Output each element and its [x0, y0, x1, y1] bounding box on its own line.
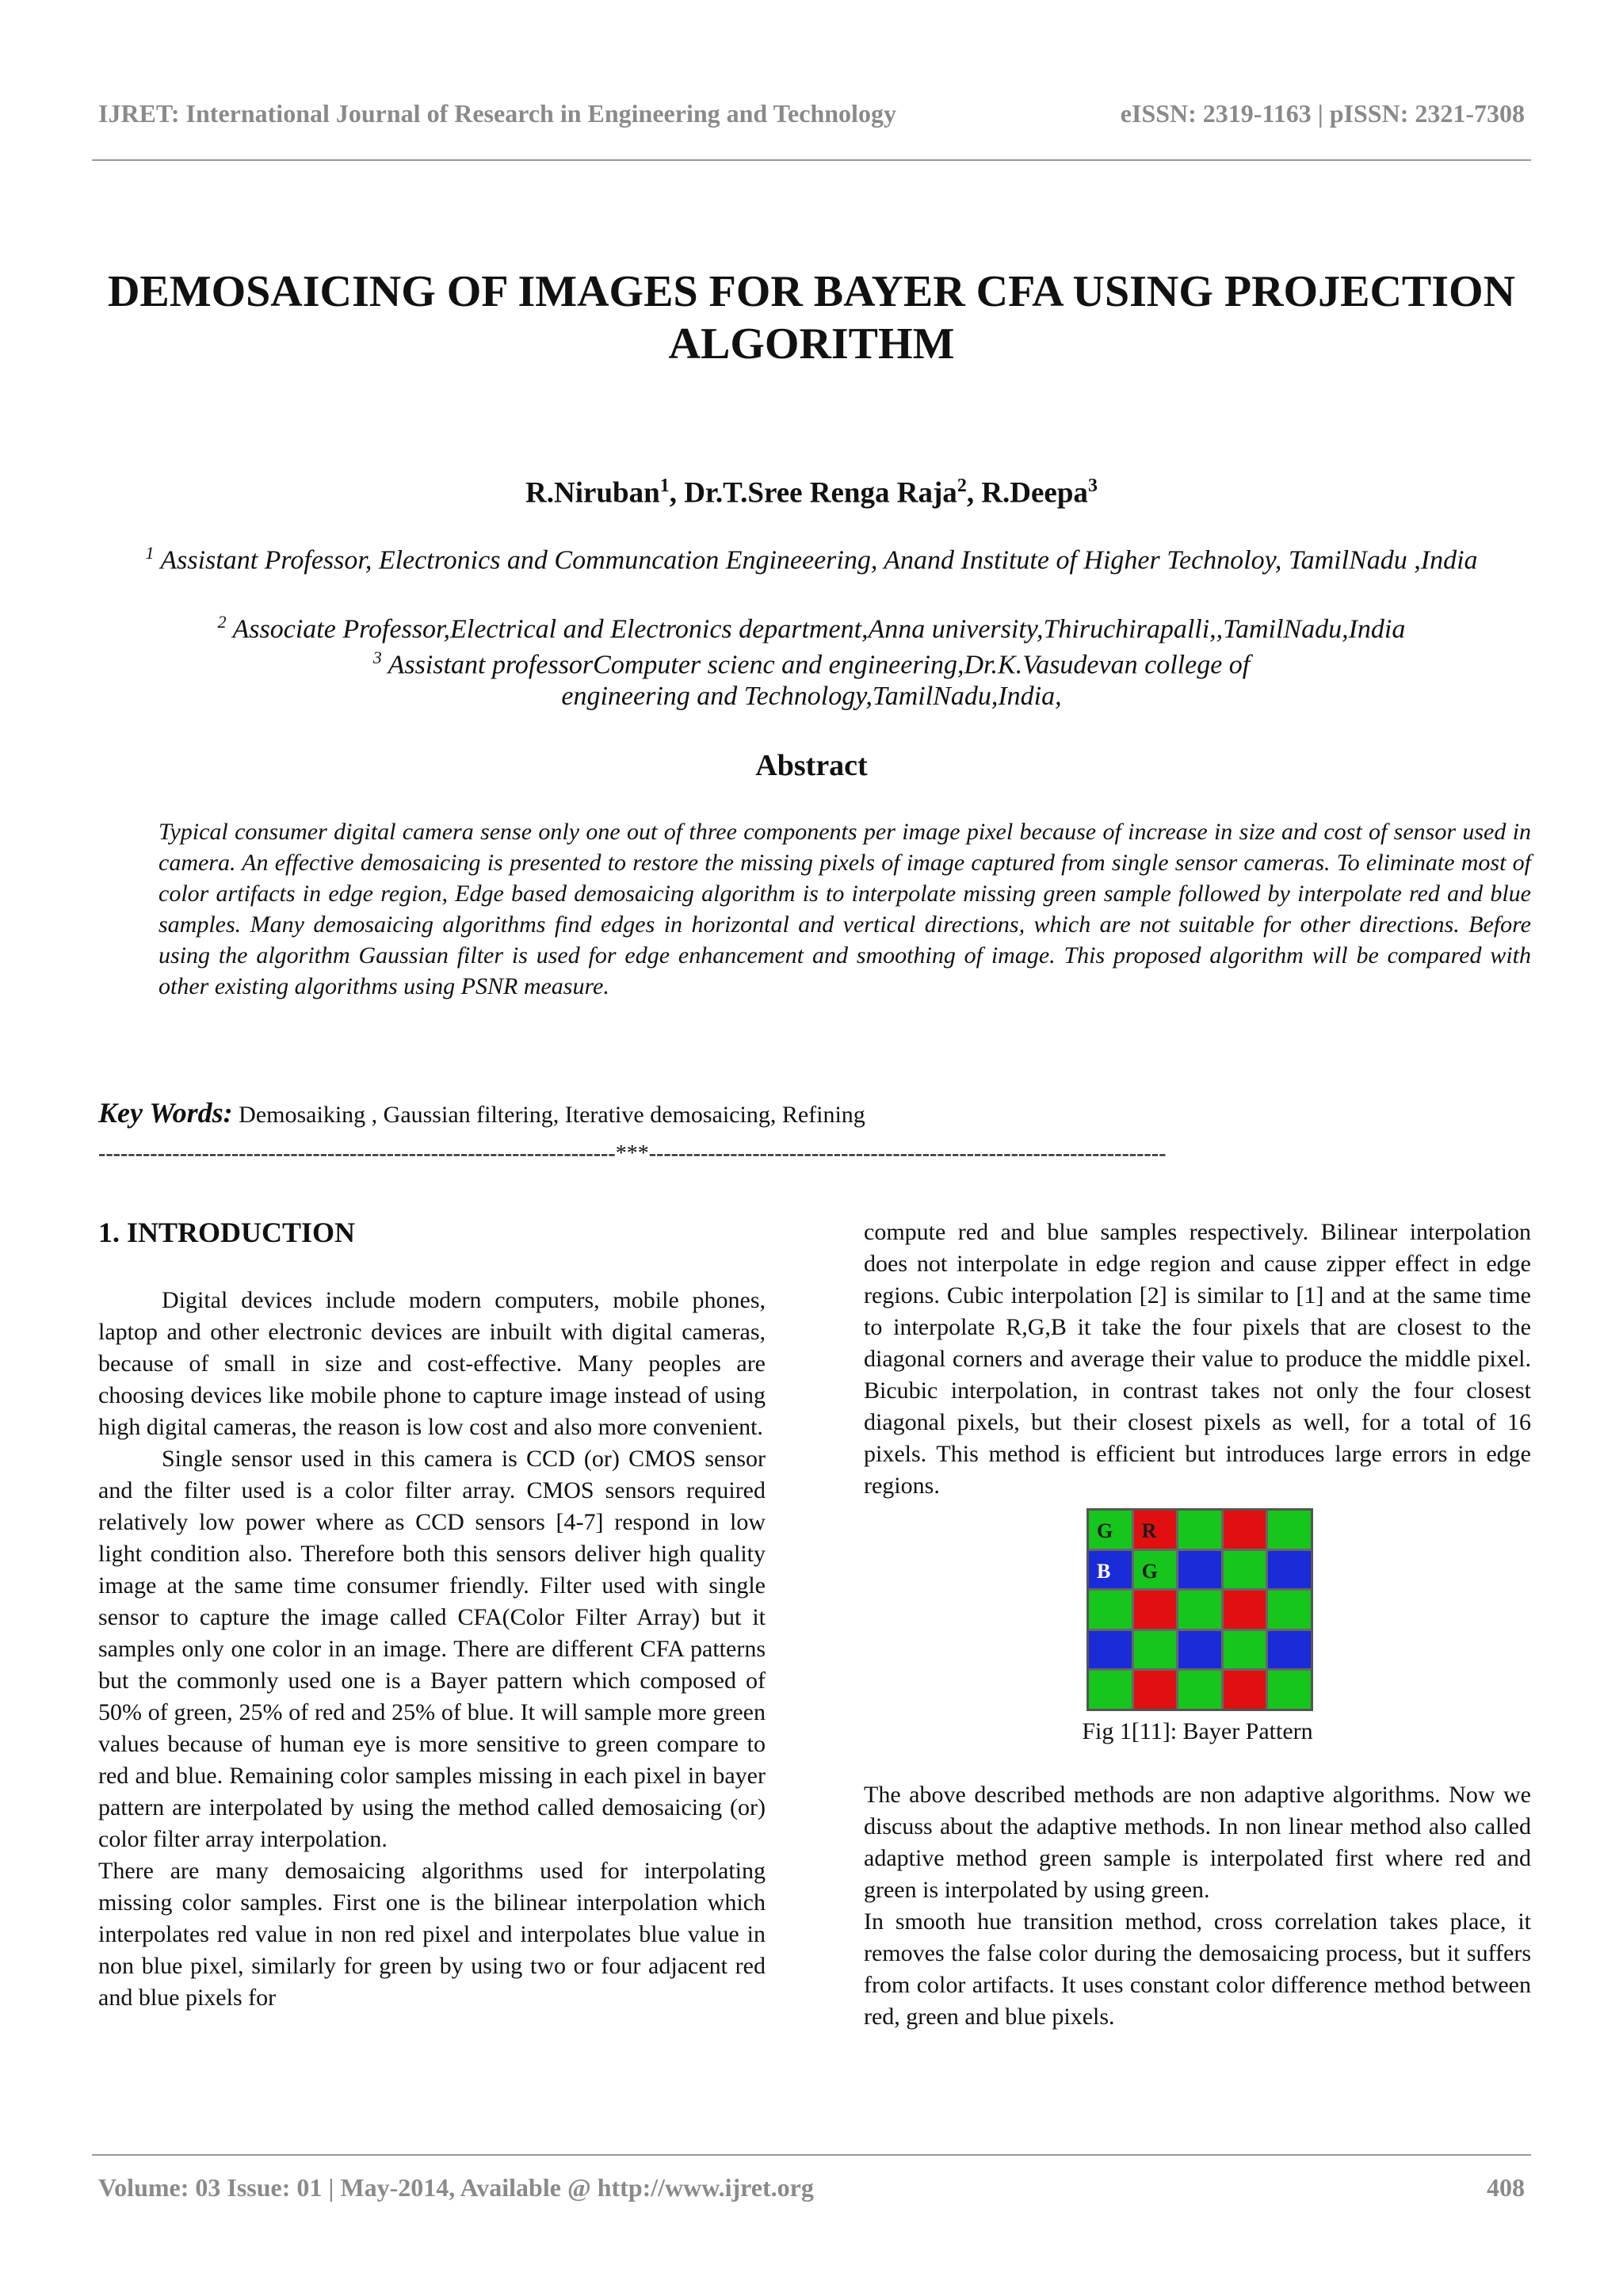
- abstract-heading: Abstract: [755, 749, 868, 782]
- keywords-label: Key Words:: [98, 1097, 233, 1129]
- bayer-cell-green: [1178, 1591, 1221, 1629]
- journal-name: IJRET: International Journal of Research in Engineering and Technology: [98, 99, 896, 128]
- paragraph: Digital devices include modern computers, mobile phones, laptop and other electronic devices are inbuilt with digital cameras, because of small in size and cost-effective. Many peoples are choosing devices like mobile phone to capture image instead of using high digital cameras, the reason is low cost and also more convenient.: [98, 1287, 766, 1440]
- bayer-cell-label: G: [1097, 1519, 1113, 1542]
- bayer-cell-red: [1134, 1591, 1177, 1629]
- bayer-pattern-figure: [1086, 1508, 1308, 1711]
- page-number: 408: [1487, 2173, 1525, 2202]
- footer-rule: [92, 2154, 1531, 2156]
- paragraph: compute red and blue samples respectively. Bilinear interpolation does not interpolate in edge region and cause zipper effect in edge regions. Cubic interpolation [2] is similar to [1] and at the same time to interpolate R,G,B it take the four pixels that are closest to the diagonal corners and average their value to produce the middle pixel. Bicubic interpolation, in contrast takes not only the four closest diagonal pixels, but their closest pixels as well, for a total of 16 pixels. This method is efficient but introduces large errors in edge regions.: [864, 1219, 1531, 1499]
- bayer-cell-label: B: [1097, 1559, 1111, 1583]
- affiliation-1: $^1$ Assistant Professor, Electronics and Communcation Engineeering, Anand Institute of Higher Technoloy, TamilNadu ,India: [145, 543, 1478, 575]
- author-1: R.Niruban: [525, 476, 660, 510]
- section-separator: ----------------------------------------------------------------------***----------------------------------------------------------------------: [98, 1141, 1167, 1166]
- section-heading-introduction: 1. INTRODUCTION: [98, 1217, 356, 1248]
- left-column: [98, 1217, 766, 2014]
- right-column: [864, 1217, 1531, 2033]
- author-3: R.Deepa: [981, 476, 1088, 510]
- bayer-cell-label: G: [1141, 1559, 1158, 1583]
- bayer-cell-green: [1268, 1511, 1311, 1549]
- bayer-pattern-grid: [1086, 1508, 1313, 1711]
- affiliation-2: $^2$ Associate Professor,Electrical and Electronics department,Anna university,Thiruchirapalli,,TamilNadu,India: [217, 612, 1406, 644]
- bayer-cell-green: [1089, 1511, 1132, 1549]
- abstract-text: Typical consumer digital camera sense only one out of three components per image pixel because of increase in size and cost of sensor used in camera. An effective demosaicing is presented to restore the missing pixels of image captured from single sensor cameras. To eliminate most of color artifacts in edge region, Edge based demosaicing algorithm is to interpolate missing green sample followed by interpolate red and blue samples. Many demosaicing algorithms find edges in horizontal and vertical directions, which are not suitable for other directions. Before using the algorithm Gaussian filter is used for edge enhancement and smoothing of image. This proposed algorithm will be compared with other existing algorithms using PSNR measure.: [158, 819, 1531, 999]
- bayer-cell-green: [1268, 1671, 1311, 1709]
- bayer-cell-blue: [1089, 1551, 1132, 1589]
- bayer-cell-blue: [1268, 1551, 1311, 1589]
- bayer-cell-green: [1178, 1511, 1221, 1549]
- bayer-cell-blue: [1178, 1631, 1221, 1669]
- bayer-cell-red: [1224, 1671, 1266, 1709]
- affiliation-3: $^3$ Assistant professorComputer scienc and engineering,Dr.K.Vasudevan college of engineering and Technology,TamilNadu,India,: [372, 648, 1251, 712]
- paragraph: Single sensor used in this camera is CCD (or) CMOS sensor and the filter used is a color filter array. CMOS sensors required relatively low power where as CCD sensors [4-7] respond in low light condition also. Therefore both this sensors deliver high quality image at the same time consumer friendly. Filter used with single sensor to capture the image called CFA(Color Filter Array) but it samples only one color in an image. There are different CFA patterns but the commonly used one is a Bayer pattern which composed of 50% of green, 25% of red and 25% of blue. It will sample more green values because of human eye is more sensitive to green compare to red and blue. Remaining color samples missing in each pixel in bayer pattern are interpolated by using the method called demosaicing (or) color filter array interpolation.: [98, 1446, 766, 1852]
- keywords-text: Demosaiking , Gaussian filtering, Iterative demosaicing, Refining: [239, 1102, 865, 1128]
- running-header: [98, 99, 1525, 131]
- paper-title: DEMOSAICING OF IMAGES FOR BAYER CFA USING PROJECTION ALGORITHM: [107, 267, 1516, 369]
- bayer-cell-green: [1089, 1591, 1132, 1629]
- author-list: R.Niruban$^1$, Dr.T.Sree Renga Raja$^2$, R.Deepa$^3$: [525, 476, 1098, 510]
- bayer-cell-label: R: [1141, 1519, 1157, 1542]
- bayer-cell-red: [1134, 1671, 1177, 1709]
- paragraph: In smooth hue transition method, cross correlation takes place, it removes the false color during the demosaicing process, but it suffers from color artifacts. It uses constant color difference method between red, green and blue pixels.: [864, 1908, 1531, 2030]
- header-rule: [92, 159, 1531, 161]
- bayer-cell-red: [1134, 1511, 1177, 1549]
- issn-info: eISSN: 2319-1163 | pISSN: 2321-7308: [1120, 99, 1525, 128]
- bayer-cell-green: [1134, 1631, 1177, 1669]
- keywords: [98, 1096, 1531, 1129]
- paragraph: The above described methods are non adaptive algorithms. Now we discuss about the adaptive methods. In non linear method also called adaptive method green sample is interpolated first where red and green is interpolated by using green.: [864, 1782, 1531, 1903]
- bayer-cell-blue: [1089, 1631, 1132, 1669]
- volume-info: Volume: 03 Issue: 01 | May-2014, Available @ http://www.ijret.org: [98, 2173, 814, 2202]
- bayer-cell-green: [1268, 1591, 1311, 1629]
- bayer-cell-blue: [1268, 1631, 1311, 1669]
- bayer-cell-green: [1089, 1671, 1132, 1709]
- bayer-cell-green: [1178, 1671, 1221, 1709]
- figure-caption: Fig 1[11]: Bayer Pattern: [1082, 1718, 1313, 1744]
- bayer-cell-green: [1224, 1551, 1266, 1589]
- bayer-cell-red: [1224, 1511, 1266, 1549]
- bayer-cell-green: [1224, 1631, 1266, 1669]
- bayer-cell-green: [1134, 1551, 1177, 1589]
- bayer-cell-blue: [1178, 1551, 1221, 1589]
- paragraph: There are many demosaicing algorithms used for interpolating missing color samples. First one is the bilinear interpolation which interpolates red value in non red pixel and interpolates blue value in non blue pixel, similarly for green by using two or four adjacent red and blue pixels for: [98, 1858, 766, 2011]
- bayer-cell-red: [1224, 1591, 1266, 1629]
- author-2: Dr.T.Sree Renga Raja: [684, 476, 957, 510]
